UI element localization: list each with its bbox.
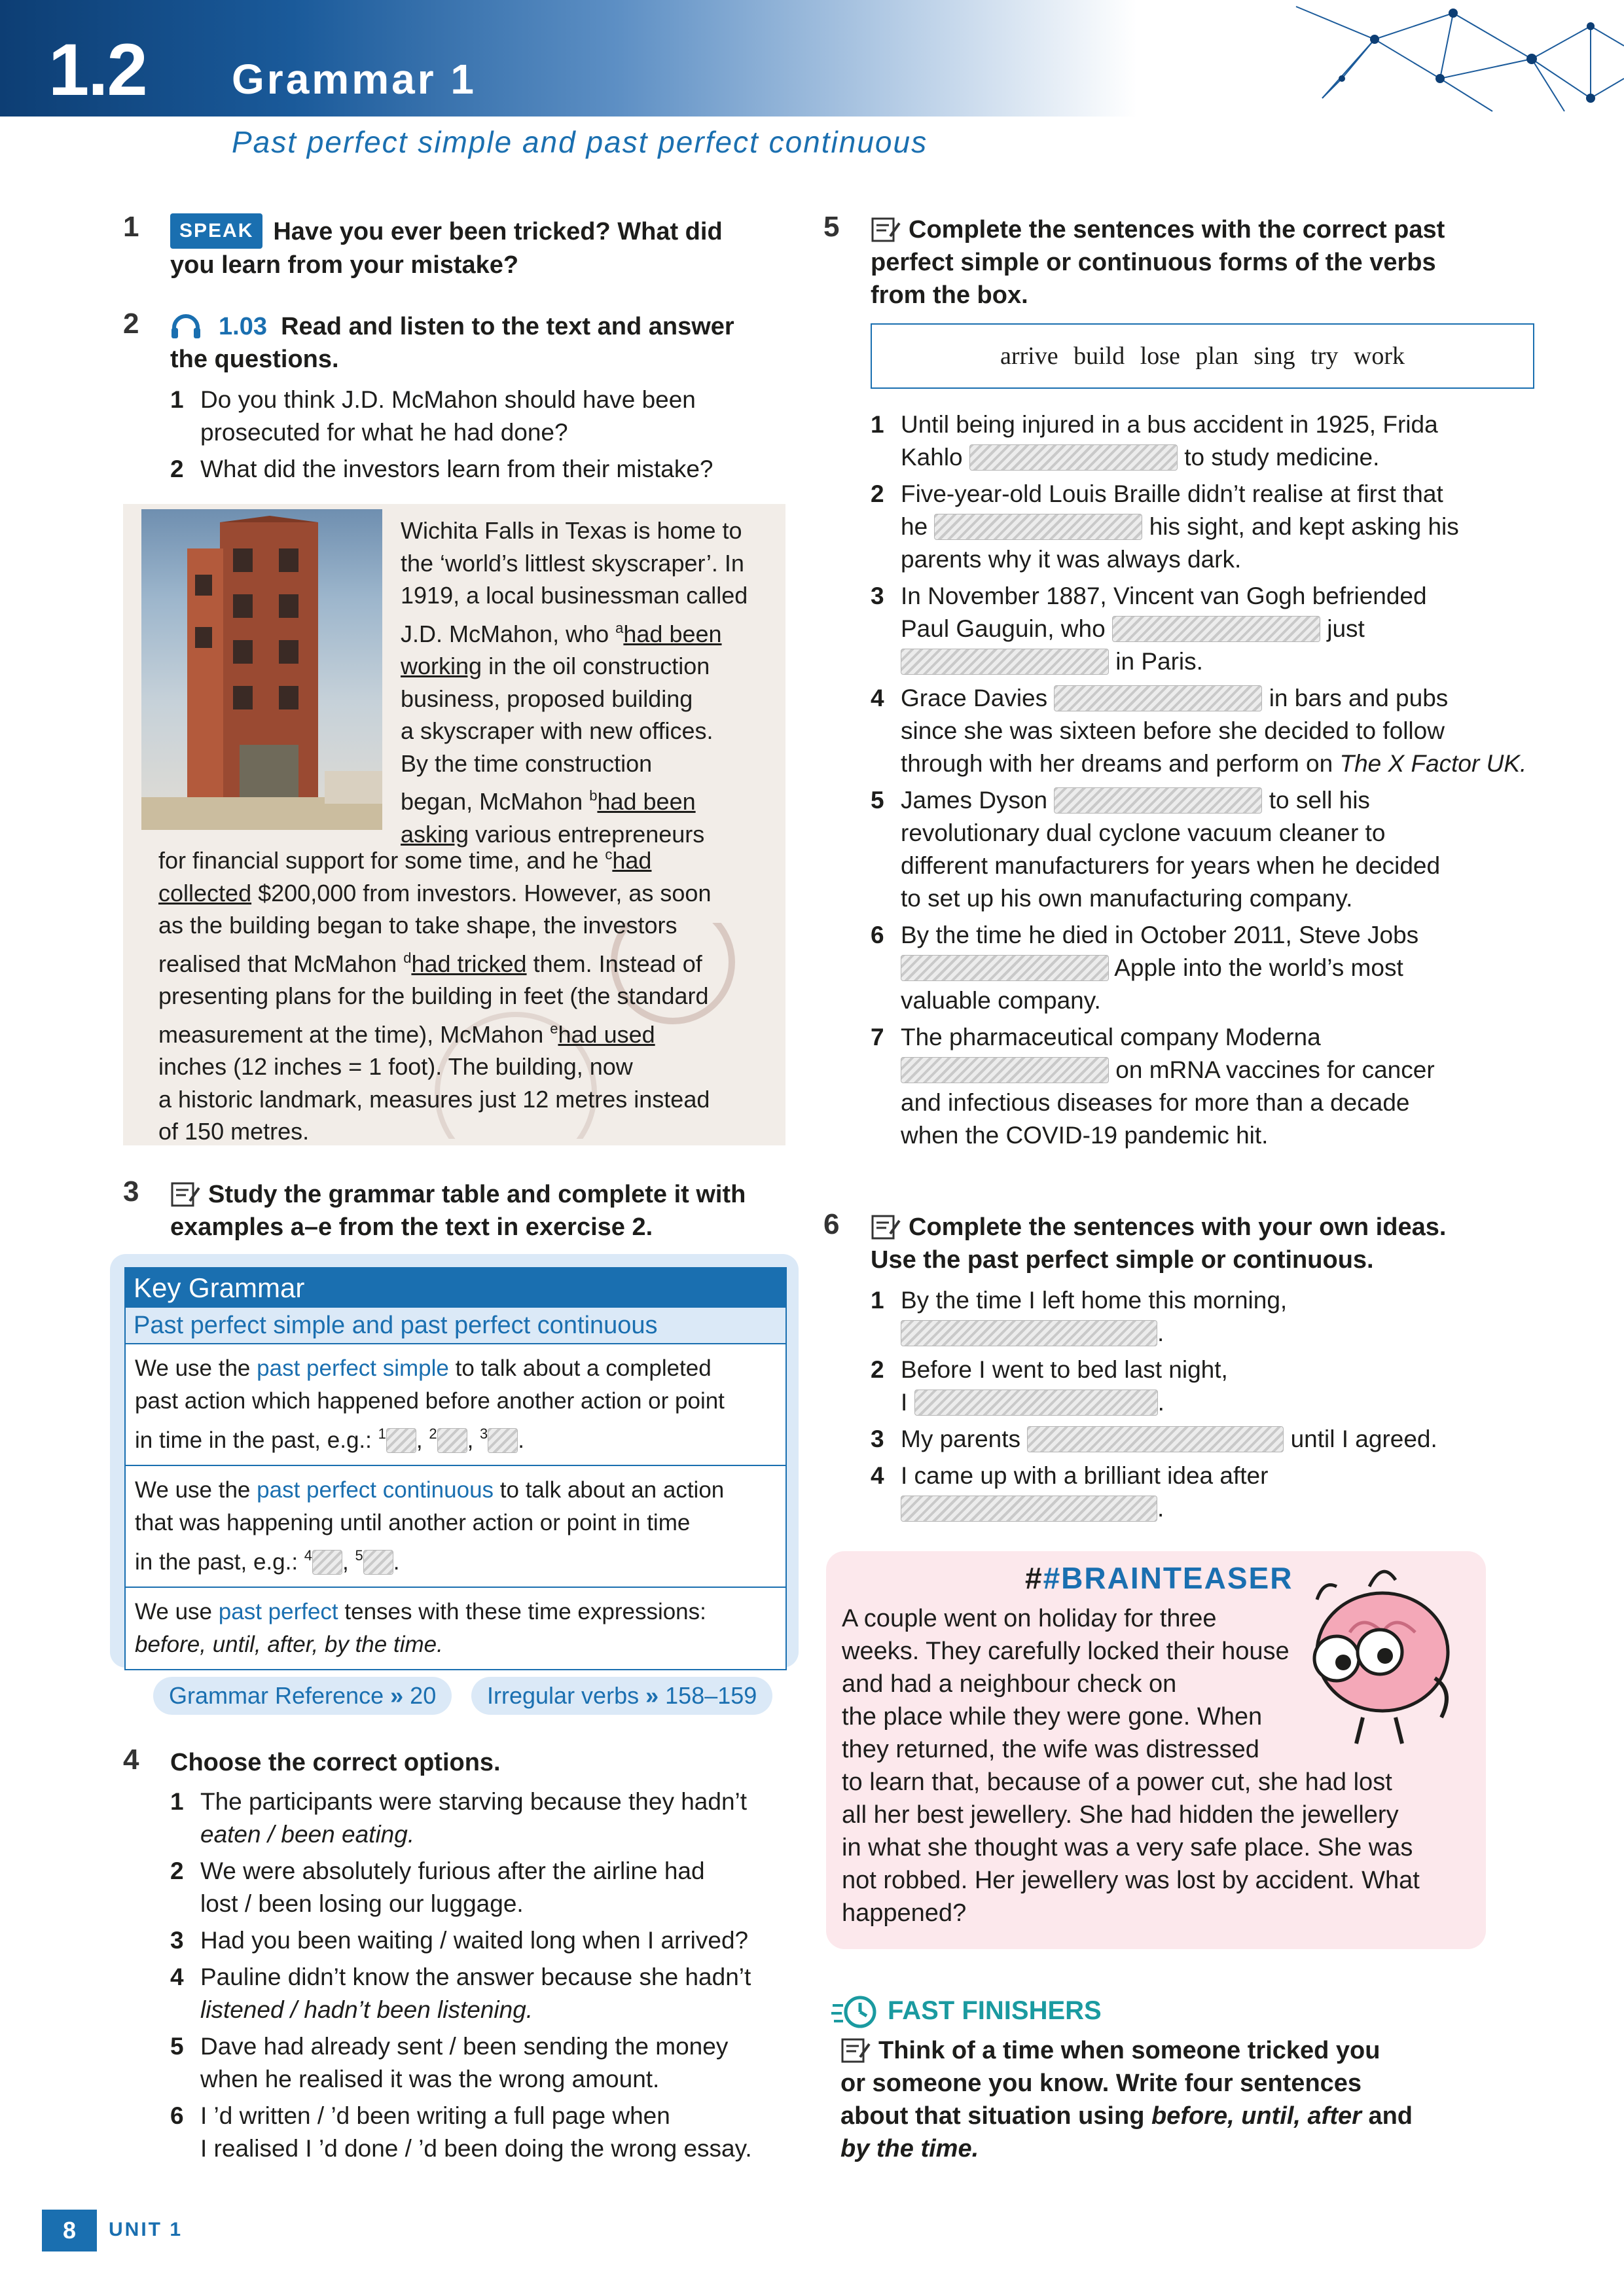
skyscraper-photo [141, 509, 382, 830]
headphones-icon[interactable] [170, 311, 219, 340]
key-grammar-subtitle: Past perfect simple and past perfect continuous [126, 1308, 785, 1344]
question-item [170, 453, 799, 486]
exercise-3-instruction [170, 1178, 799, 1244]
brainteaser-line: all her best jewellery. She had hidden the jewellery [842, 1801, 1399, 1829]
exercise-5-instruction: Complete the sentences with the correct past perfect simple or continuous forms of the verbs from the box. [871, 216, 1445, 309]
exercise-2-instruction [170, 310, 785, 376]
answer-gap[interactable] [901, 955, 1109, 981]
open-item: 3 My parents until I agreed. [871, 1426, 1437, 1452]
reading-line: presenting plans for the building in feet (the standard [158, 982, 709, 1009]
reading-line: J.D. McMahon, who $^a$had been [401, 619, 722, 647]
exercise-6-items [871, 1284, 1551, 1525]
choice-item: 6 I ’d written / ’d been writing a full page when I realised I ’d done / ’d been doing the wrong essay. [170, 2102, 752, 2162]
speak-badge: SPEAK [170, 213, 262, 249]
answer-gap[interactable] [1054, 685, 1262, 711]
answer-gap[interactable] [363, 1550, 393, 1575]
reading-line: business, proposed building [401, 685, 693, 712]
gap-fill-item: 4 Grace Davies in bars and pubs since she was sixteen before she decided to follow through with her dreams and perform on The X Factor UK. [871, 685, 1527, 777]
brainteaser-line: in what she thought was a very safe place. She was [842, 1834, 1413, 1861]
reading-line: a skyscraper with new offices. [401, 717, 713, 744]
unit-label: UNIT 1 [109, 2219, 183, 2240]
reading-line: collected $200,000 from investors. However, as soon [158, 879, 712, 906]
exercise-number: 5 [823, 211, 840, 243]
gap-fill-item: 3 In November 1887, Vincent van Gogh befriended Paul Gauguin, who just in Paris. [871, 583, 1427, 675]
exercise-4-items [170, 1785, 799, 2165]
reading-line: inches (12 inches = 1 foot). The building, now [158, 1053, 633, 1080]
answer-gap[interactable] [1112, 616, 1320, 642]
verb-box: arrive build lose plan sing try work [871, 323, 1534, 389]
brainteaser-line: weeks. They carefully locked their house [842, 1638, 1290, 1665]
answer-gap[interactable] [312, 1550, 342, 1575]
answer-gap[interactable] [488, 1428, 518, 1453]
ex2-line1: Read and listen to the text and answer [281, 313, 734, 340]
reading-line: By the time construction [401, 749, 653, 777]
gap-fill-item: 7 The pharmaceutical company Moderna on mRNA vaccines for cancer and infectious diseases for more than a decade when the COVID-19 pandemic hit. [871, 1024, 1435, 1149]
write-icon [871, 1214, 901, 1240]
choice-item: 5 Dave had already sent / been sending the money when he realised it was the wrong amount. [170, 2033, 729, 2092]
answer-gap[interactable] [969, 444, 1178, 471]
gap-fill-item: 1 Until being injured in a bus accident in 1925, Frida Kahlo to study medicine. [871, 411, 1438, 471]
ex1-line1: Have you ever been tricked? What did [273, 218, 723, 245]
reading-line: as the building began to take shape, the investors [158, 912, 677, 939]
choice-item: 2 We were absolutely furious after the airline had lost / been losing our luggage. [170, 1857, 705, 1917]
item-text: prosecuted for what he had done? [200, 419, 568, 446]
reading-line: for financial support for some time, and he $^c$had [158, 846, 652, 874]
answer-gap[interactable] [437, 1428, 467, 1453]
exercise-number: 6 [823, 1208, 840, 1240]
exercise-5-items [871, 408, 1551, 1152]
reading-text-top [401, 514, 780, 850]
reading-line: asking various entrepreneurs [401, 820, 705, 848]
choice-item: 3 Had you been waiting / waited long when I arrived? [170, 1927, 749, 1954]
grammar-rule-row: We use the past perfect simple to talk about a completed past action which happened before another action or point in time in the past, e.g.: $^1$ , $^2$ , $^3$ . [126, 1344, 785, 1466]
reading-line: measurement at the time), McMahon $^e$had used [158, 1020, 655, 1048]
write-icon [170, 1181, 200, 1208]
exercise-6-instruction: Complete the sentences with your own ideas. Use the past perfect simple or continuous. [871, 1213, 1447, 1274]
reading-text-bottom [158, 838, 780, 1148]
answer-gap[interactable] [901, 1320, 1157, 1346]
gap-fill-item: 6 By the time he died in October 2011, Steve Jobs Apple into the world’s most valuable company. [871, 922, 1419, 1014]
reading-line: realised that McMahon $^d$had tricked them. Instead of [158, 949, 702, 977]
ex3-line2: examples a–e from the text in exercise 2. [170, 1213, 653, 1241]
reading-line: working in the oil construction [401, 653, 710, 679]
choice-item: 1 The participants were starving because they hadn’t eaten / been eating. [170, 1788, 748, 1848]
answer-gap[interactable] [934, 514, 1142, 540]
answer-gap[interactable] [901, 1496, 1157, 1522]
write-icon [840, 2037, 871, 2064]
item-text: What did the investors learn from their mistake? [200, 456, 713, 482]
reading-line: began, McMahon $^b$had been [401, 787, 696, 815]
reading-line: Wichita Falls in Texas is home to [401, 517, 742, 544]
exercise-4-instruction: Choose the correct options. [170, 1749, 501, 1776]
brainteaser-line: they returned, the wife was distressed [842, 1736, 1259, 1763]
gap-fill-item: 5 James Dyson to sell his revolutionary dual cyclone vacuum cleaner to different manufacturers for years when he decided to set up his own manufacturing company. [871, 787, 1441, 912]
grammar-rule-row: We use past perfect tenses with these time expressions: before, until, after, by the time. [135, 1599, 706, 1657]
grammar-rule-row: We use the past perfect continuous to talk about an action that was happening until another action or point in time in the past, e.g.: $^4$ , $^5$ . [126, 1466, 785, 1588]
brainteaser-line: A couple went on holiday for three [842, 1605, 1217, 1632]
reading-line: a historic landmark, measures just 12 metres instead [158, 1085, 710, 1113]
page-number: 8 [42, 2210, 97, 2251]
brainteaser-line: happened? [842, 1899, 967, 1927]
gap-fill-item: 2 Five-year-old Louis Braille didn’t realise at first that he his sight, and kept asking his parents why it was always dark. [871, 480, 1459, 573]
exercise-number: 4 [123, 1744, 139, 1776]
choice-item: 4 Pauline didn’t know the answer because she hadn’t listened / hadn’t been listening. [170, 1964, 751, 2023]
item-text: Do you think J.D. McMahon should have been [200, 386, 696, 413]
brainteaser-text [842, 1602, 1470, 1929]
brainteaser-line: and had a neighbour check on [842, 1670, 1177, 1698]
reading-line: 1919, a local businessman called [401, 582, 748, 609]
audio-track-number: 1.03 [219, 313, 267, 340]
reading-line: of 150 metres. [158, 1118, 310, 1145]
fast-finishers-task: Think of a time when someone tricked you or someone you know. Write four sentences about that situation using before, until, after and by the time. [840, 2037, 1413, 2162]
page-title: Grammar 1 [232, 56, 477, 103]
ex3-line1: Study the grammar table and complete it with [208, 1181, 746, 1208]
fast-finishers-title: FAST FINISHERS [888, 1996, 1102, 2025]
exercise-number: 2 [123, 308, 139, 340]
brainteaser-line: not robbed. Her jewellery was lost by accident. What [842, 1867, 1420, 1894]
exercise-1-instruction [170, 213, 785, 281]
answer-gap[interactable] [901, 1057, 1109, 1083]
answer-gap[interactable] [1027, 1426, 1284, 1452]
question-item [170, 384, 785, 449]
page-subtitle: Past perfect simple and past perfect continuous [232, 125, 928, 159]
item-number: 2 [170, 456, 184, 482]
reading-line: the ‘world’s littlest skyscraper’. In [401, 549, 744, 577]
write-icon [871, 217, 901, 243]
brainteaser-line: to learn that, because of a power cut, she had lost [842, 1768, 1392, 1796]
answer-gap[interactable] [914, 1390, 1158, 1416]
open-item: 4 I came up with a brilliant idea after . [871, 1462, 1269, 1522]
network-graphic [1283, 0, 1624, 117]
answer-gap[interactable] [901, 649, 1109, 675]
answer-gap[interactable] [1054, 787, 1262, 814]
open-item: 1 By the time I left home this morning, . [871, 1287, 1288, 1346]
exercise-number: 1 [123, 211, 139, 243]
grammar-reference-link[interactable]: Grammar Reference » 20 [153, 1677, 452, 1715]
item-number: 1 [170, 386, 184, 413]
ex2-line2: the questions. [170, 346, 339, 373]
answer-gap[interactable] [386, 1428, 416, 1453]
brainteaser-title: ##BRAINTEASER [1025, 1561, 1293, 1595]
open-item: 2 Before I went to bed last night, I . [871, 1356, 1228, 1416]
key-grammar-table [124, 1267, 787, 1670]
brainteaser-line: the place while they were gone. When [842, 1703, 1263, 1731]
exercise-number: 3 [123, 1175, 139, 1208]
ex1-line2: you learn from your mistake? [170, 251, 519, 279]
stopwatch-icon [831, 1994, 878, 2030]
irregular-verbs-link[interactable]: Irregular verbs » 158–159 [471, 1677, 772, 1715]
unit-number: 1.2 [48, 29, 147, 111]
key-grammar-title: Key Grammar [126, 1268, 785, 1308]
